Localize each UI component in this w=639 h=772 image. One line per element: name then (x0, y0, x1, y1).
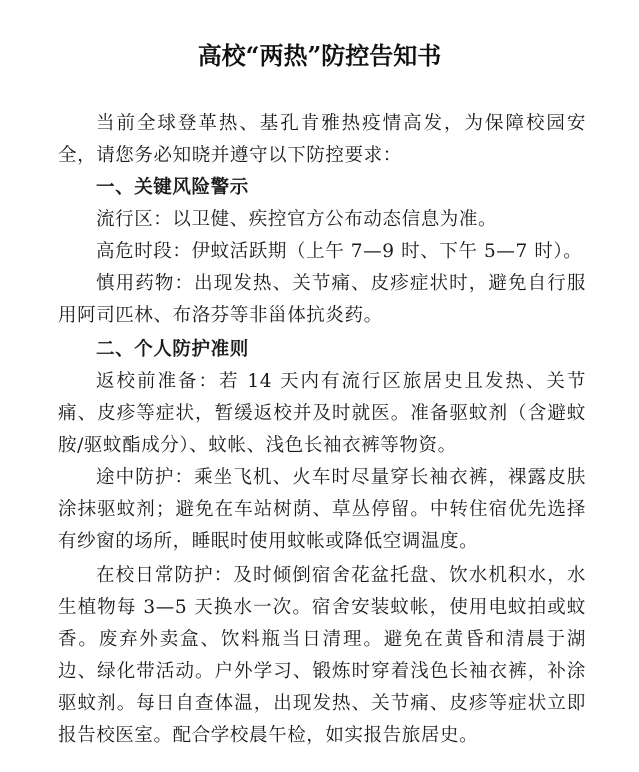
item-text: 若 14 天内有流行区旅居史且发热、关节痛、皮疹等症状，暂缓返校并及时就医。准备驱蚊剂（含避蚊胺/驱蚊酯成分）、蚊帐、浅色长袖衣裤等物资。 (58, 371, 586, 456)
item-text: 乘坐飞机、火车时尽量穿长袖衣裤，裸露皮肤涂抹驱蚊剂；避免在车站树荫、草丛停留。中转住宿优先选择有纱窗的场所，睡眠时使用蚊帐或降低空调温度。 (58, 467, 586, 552)
item-label: 慎用药物： (96, 273, 195, 294)
item-text: 以卫健、疾控官方公布动态信息为准。 (172, 209, 498, 230)
risk-item-medication (58, 268, 586, 332)
risk-item-epidemic-area (58, 204, 586, 236)
protection-item-daily-campus (58, 560, 586, 752)
intro-paragraph: 当前全球登革热、基孔肯雅热疫情高发，为保障校园安全，请您务必知晓并遵守以下防控要求： (58, 113, 586, 166)
document-title: 高校“两热”防控告知书 (197, 41, 442, 70)
item-text: 出现发热、关节痛、皮疹症状时，避免自行服用阿司匹林、布洛芬等非甾体抗炎药。 (58, 273, 586, 326)
item-text: 及时倾倒宿舍花盆托盘、饮水机积水，水生植物每 3—5 天换水一次。宿舍安装蚊帐，使用电蚊拍或蚊香。废弃外卖盒、饮料瓶当日清理。避免在黄昏和清晨于湖边、绿化带活动。户外学习、锻炼时穿着浅色长袖衣裤，补涂驱蚊剂。每日自查体温，出现发热、关节痛、皮疹等症状立即报告校医室。配合学校晨午检，如实报告旅居史。 (58, 565, 586, 746)
section-heading-risk: 一、关键风险警示 (96, 177, 249, 198)
item-label: 途中防护： (96, 467, 195, 488)
item-label: 流行区： (96, 209, 173, 230)
section-heading-protection: 二、个人防护准则 (96, 339, 249, 360)
item-text: 伊蚊活跃期（上午 7—9 时、下午 5—7 时）。 (191, 241, 583, 262)
item-label: 高危时段： (96, 241, 192, 262)
protection-item-before-return (58, 366, 586, 462)
item-label: 在校日常防护： (96, 565, 234, 586)
item-label: 返校前准备： (96, 371, 219, 392)
risk-item-high-risk-time (58, 236, 586, 268)
protection-item-en-route (58, 462, 586, 558)
